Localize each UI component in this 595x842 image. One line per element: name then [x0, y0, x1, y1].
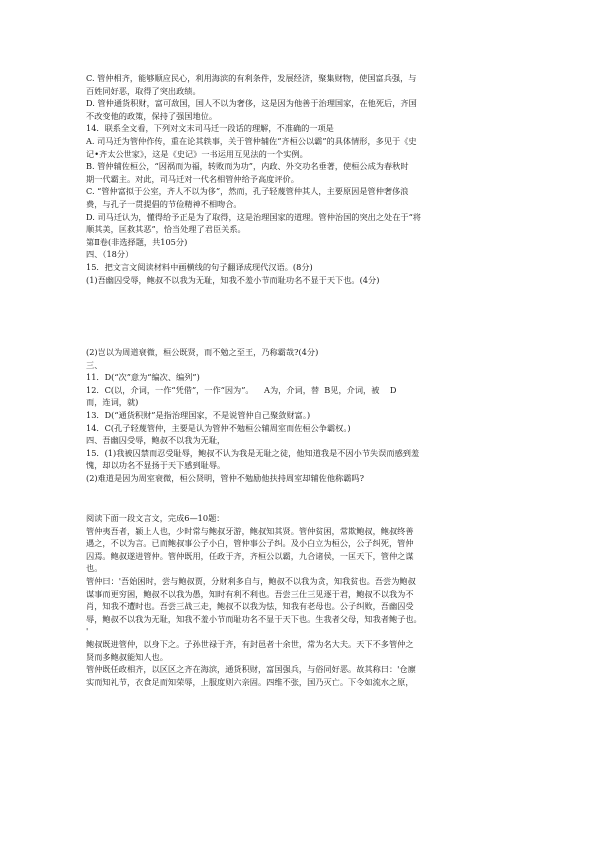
text-line: 第Ⅱ卷(非选择题，共105分)	[86, 236, 188, 247]
text-line: (2)难道是因为周室衰微，桓公贤明，管仲不勉励他扶持周室却辅佐他称霸吗?	[86, 472, 364, 483]
text-line: 四、吾幽囚受辱，鲍叔不以我为无耻，	[86, 435, 226, 446]
answer-key-section	[86, 346, 518, 485]
text-line: D. 管仲通货积财，富可敌国，国人不以为奢侈，这是因为他善于治理国家，在他死后，齐国	[86, 98, 417, 109]
text-line: '	[86, 626, 89, 637]
text-line: 肖，知我不遭时也。吾尝三战三走，鲍叔不以我为怯，知我有老母也。公子纠败，吾幽囚受	[86, 601, 414, 612]
answer-options-and-questions	[86, 72, 518, 286]
text-line: (1)吾幽囚受辱，鲍叔不以我为无耻，知我不羞小节而耻功名不显于天下也。(4分)	[86, 274, 380, 285]
text-line: 管仲曰：'吾始困时，尝与鲍叔贾，分财利多自与，鲍叔不以我为贪，知我贫也。吾尝为鲍叔	[86, 575, 416, 586]
text-line: 11．D(“次”意为“编次、编列”)	[86, 372, 200, 383]
text-line: 管仲既任政相齐，以区区之齐在海滨，通货积财，富国强兵，与俗同好恶。故其称曰：'仓廪	[86, 664, 416, 675]
text-line: (2)岂以为周道衰微，桓公既贤，而不勉之至王，乃称霸哉?(4分)	[86, 347, 319, 357]
text-line: 顺其美，匡救其恶”，恰当处理了君臣关系。	[86, 224, 246, 235]
text-line: 费，与孔子一贯提倡的节俭精神不相吻合。	[86, 198, 242, 209]
text-line: 14．联系全文看，下列对文末司马迁一段话的理解，不准确的一项是	[86, 123, 334, 134]
text-line: 不改变他的政策，保持了强国地位。	[86, 110, 218, 121]
text-line: A. 司马迁为管仲作传，重在论其轶事，关于管仲辅佐“齐桓公以霸”的具体情形，多见于《史	[86, 135, 417, 146]
text-line: 阅读下面一段文言文，完成6—10题：	[86, 513, 225, 523]
text-line: 记•齐太公世家》，这是《史记》一书运用互见法的一个实例。	[86, 148, 308, 159]
text-line: 13．D(“通货积财”是指治理国家，不是说管仲自己聚敛财富。)	[86, 409, 311, 420]
text-line: D. 司马迁认为，懂得给予正是为了取得，这是治理国家的道理。管仲治国的突出之处在于“将	[86, 211, 421, 222]
text-line: 12．C(以，介词，一作“凭借”，一作“因为”。 A为，介词，替 B见，介词，被 D	[86, 384, 397, 395]
text-line: 谋事而更穷困，鲍叔不以我为愚，知时有利不利也。吾尝三仕三见逐于君，鲍叔不以我为不	[86, 588, 414, 599]
text-line: 15．把文言文阅读材料中画横线的句子翻译成现代汉语。(8分)	[86, 261, 313, 272]
text-line: C. “管仲富拟于公室，齐人不以为侈”，然而，孔子轻蔑管仲其人，主要原因是管仲奢侈浪	[86, 186, 409, 197]
text-line: B. 管仲辅佐桓公，“因祸而为福，转败而为功”，内政、外交功名垂著，使桓公成为春秋时	[86, 161, 409, 172]
text-line: 15．(1)我被囚禁而忍受耻辱，鲍叔不认为我是无耻之徒，他知道我是不因小节失误而感到羞	[86, 447, 420, 458]
text-line: 鲍叔既进管仲，以身下之。子孙世禄于齐，有封邑者十余世，常为名大夫。天下不多管仲之	[86, 638, 414, 649]
reading-passage	[86, 512, 518, 688]
text-line: 四、（18分）	[86, 249, 134, 260]
text-line: 实而知礼节，衣食足而知荣辱，上服度则六亲固。四维不张，国乃灭亡。下令如流水之原，	[86, 676, 414, 687]
text-line: C. 管仲相齐，能够顺应民心，利用海滨的有利条件，发展经济，聚集财物，使国富兵强，与	[86, 73, 417, 83]
text-line: 贤而多鲍叔能知人也。	[86, 651, 168, 662]
text-line: 14．C(孔子轻蔑管仲，主要是认为管仲不勉桓公辅周室而佐桓公争霸权。)	[86, 422, 351, 433]
text-line: 囚焉。鲍叔遂进管仲。管仲既用，任政于齐，齐桓公以霸，九合诸侯，一匡天下，管仲之谋	[86, 550, 414, 561]
text-line: 辱，鲍叔不以我为无耻，知我不羞小节而耻功名不显于天下也。生我者父母，知我者鲍子也。	[86, 613, 422, 624]
text-line: 而，连词，就)	[86, 397, 139, 408]
text-line: 遇之，不以为言。已而鲍叔事公子小白，管仲事公子纠。及小白立为桓公，公子纠死，管仲	[86, 538, 414, 549]
text-line: 三、	[86, 359, 103, 370]
text-line: 愧，却以功名不显扬于天下感到耻辱。	[86, 460, 226, 471]
text-line: 百姓同好恶，取得了突出政绩。	[86, 85, 201, 96]
text-line: 管仲夷吾者，颍上人也，少时常与鲍叔牙游，鲍叔知其贤。管仲贫困，常欺鲍叔，鲍叔终善	[86, 525, 414, 536]
text-line: 也。	[86, 563, 103, 574]
text-line: 期一代霸主。对此，司马迁对一代名相管仲给予高度评价。	[86, 173, 299, 184]
